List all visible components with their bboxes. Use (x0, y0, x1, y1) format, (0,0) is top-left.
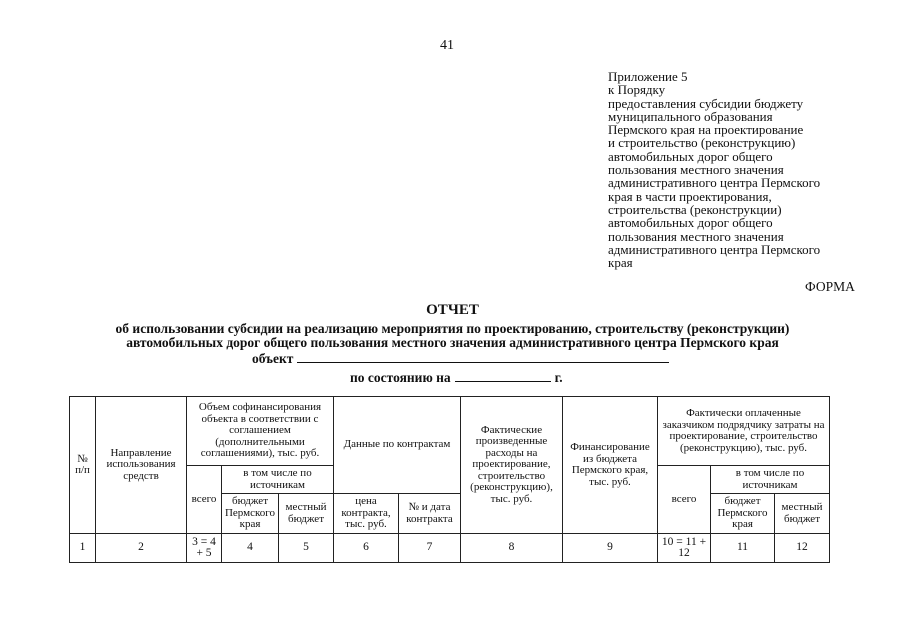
page-number: 41 (440, 38, 454, 53)
col-number: 8 (461, 534, 563, 563)
appendix-line: автомобильных дорог общего (608, 148, 773, 164)
object-line (252, 350, 669, 367)
column-numbers-row (70, 534, 830, 563)
appendix-line: Приложение 5 (608, 69, 688, 84)
header-cofin-budget-perm: бюджет Пермского края (222, 494, 279, 534)
col-number: 11 (711, 534, 775, 563)
appendix-line: предоставления субсидии бюджету (608, 95, 804, 111)
col-number: 3 = 4 + 5 (187, 534, 222, 563)
appendix-line: административного центра Пермского (608, 241, 821, 257)
date-line (350, 369, 563, 386)
header-contract-price: цена контракта, тыс. руб. (334, 494, 399, 534)
header-paid-local: местный бюджет (775, 494, 830, 534)
appendix-line: административного центра Пермского (608, 175, 821, 191)
appendix-line: Пермского края на проектирование (608, 122, 804, 138)
date-suffix: г. (554, 370, 563, 385)
header-cofin-incl: в том числе по источникам (222, 466, 334, 494)
date-prefix: по состоянию на (350, 370, 451, 385)
header-cofin-local: местный бюджет (279, 494, 334, 534)
subtitle-line: об использовании субсидии на реализацию мероприятия по проектированию, строительству (реконструкции) (115, 321, 790, 336)
header-cofinancing: Объем софинансирования объекта в соответствии с соглашением (дополнительными соглашениями), тыс. руб. (187, 397, 334, 466)
appendix-line: строительства (реконструкции) (608, 201, 782, 217)
col-number: 6 (334, 534, 399, 563)
header-contract-no: № и дата контракта (399, 494, 461, 534)
col-number: 10 = 11 + 12 (658, 534, 711, 563)
report-title: ОТЧЕТ (426, 302, 479, 318)
col-number: 5 (279, 534, 334, 563)
object-label: объект (252, 351, 294, 366)
appendix-line: пользования местного значения (608, 162, 784, 178)
header-actual-expenses: Фактические произведенные расходы на проектирование, строительство (реконструкцию), тыс. руб. (461, 397, 563, 534)
col-number: 4 (222, 534, 279, 563)
header-contracts: Данные по контрактам (334, 397, 461, 494)
header-paid-total: всего (658, 466, 711, 534)
col-number: 1 (70, 534, 96, 563)
col-number: 12 (775, 534, 830, 563)
col-number: 9 (563, 534, 658, 563)
header-paid: Фактически оплаченные заказчиком подрядчику затраты на проектирование, строительство (реконструкцию), тыс. руб. (658, 397, 830, 466)
form-label: ФОРМА (805, 279, 855, 294)
appendix-block (608, 70, 878, 269)
subtitle-line: автомобильных дорог общего пользования местного значения административного центра Пермского края (126, 335, 779, 350)
appendix-line: к Порядку (608, 82, 666, 98)
col-number: 2 (96, 534, 187, 563)
header-cofin-total: всего (187, 466, 222, 534)
report-table (69, 396, 830, 563)
appendix-line: муниципального образования (608, 108, 773, 124)
header-direction: Направление использования средств (96, 397, 187, 534)
header-num: № п/п (70, 397, 96, 534)
col-number: 7 (399, 534, 461, 563)
header-paid-incl: в том числе по источникам (711, 466, 830, 494)
appendix-line: автомобильных дорог общего (608, 215, 773, 231)
header-paid-budget-perm: бюджет Пермского края (711, 494, 775, 534)
appendix-line: пользования местного значения (608, 228, 784, 244)
appendix-line: края в части проектирования, (608, 188, 772, 204)
report-subtitle (0, 322, 905, 350)
header-financing: Финансирование из бюджета Пермского края, тыс. руб. (563, 397, 658, 534)
object-blank-field[interactable] (297, 350, 669, 363)
appendix-line: края (608, 255, 633, 271)
appendix-line: и строительство (реконструкцию) (608, 135, 796, 151)
date-blank-field[interactable] (455, 369, 551, 382)
